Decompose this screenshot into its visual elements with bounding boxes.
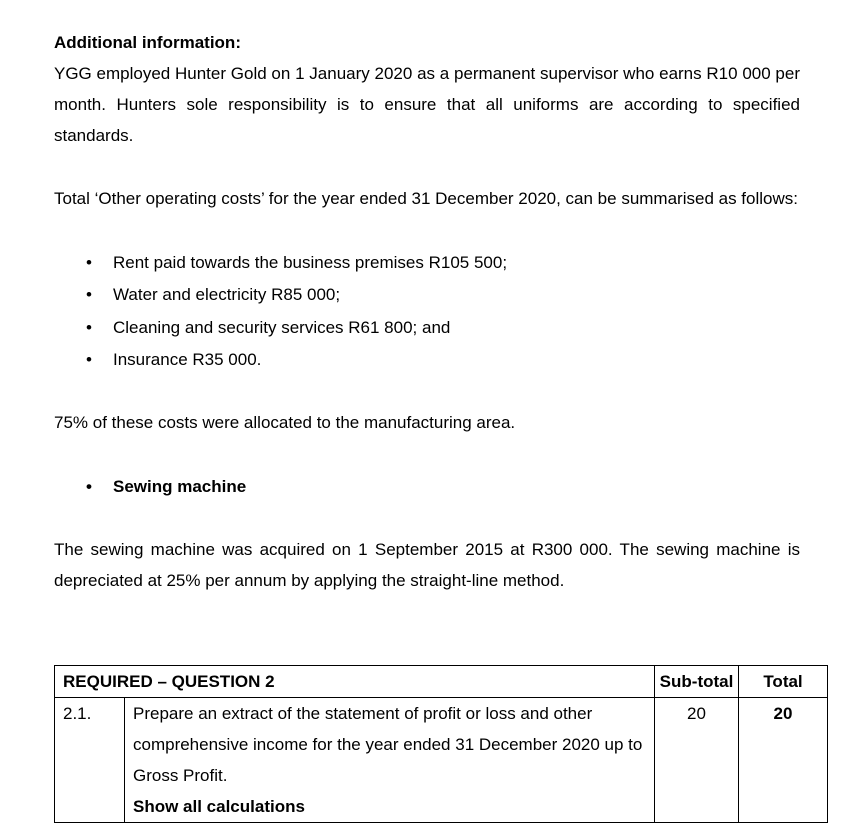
subtotal-header: Sub-total: [655, 666, 739, 698]
total-header: Total: [739, 666, 828, 698]
paragraph-costs-intro: Total ‘Other operating costs’ for the year ended 31 December 2020, can be summarised as follows:: [54, 189, 798, 208]
question-number: 2.1.: [55, 698, 125, 823]
heading: Additional information:: [54, 33, 241, 52]
table-header: REQUIRED – QUESTION 2: [55, 666, 655, 698]
paragraph-allocation: 75% of these costs were allocated to the manufacturing area.: [54, 413, 516, 432]
table-row: [55, 698, 828, 823]
subtotal-value: 20: [655, 698, 739, 823]
bullet-icon: •: [86, 253, 92, 272]
paragraph-employee: YGG employed Hunter Gold on 1 January 2020 as a permanent supervisor who earns R10 000 per month. Hunters sole responsibility is to ensure that all uniforms are according to specified standards.: [54, 64, 800, 145]
total-value: 20: [739, 698, 828, 823]
bullet-icon: •: [86, 318, 92, 337]
bullet-icon: •: [86, 350, 92, 369]
bullet-icon: •: [86, 285, 92, 304]
required-table: [54, 665, 828, 823]
paragraph-sewing-machine: The sewing machine was acquired on 1 September 2015 at R300 000. The sewing machine is depreciated at 25% per annum by applying the straight-line method.: [54, 540, 800, 590]
question-text: Prepare an extract of the statement of profit or loss and other comprehensive income for the year ended 31 December 2020 up to Gross Profit.: [133, 704, 643, 785]
bullet-icon: •: [86, 477, 92, 496]
question-note: Show all calculations: [133, 797, 305, 816]
